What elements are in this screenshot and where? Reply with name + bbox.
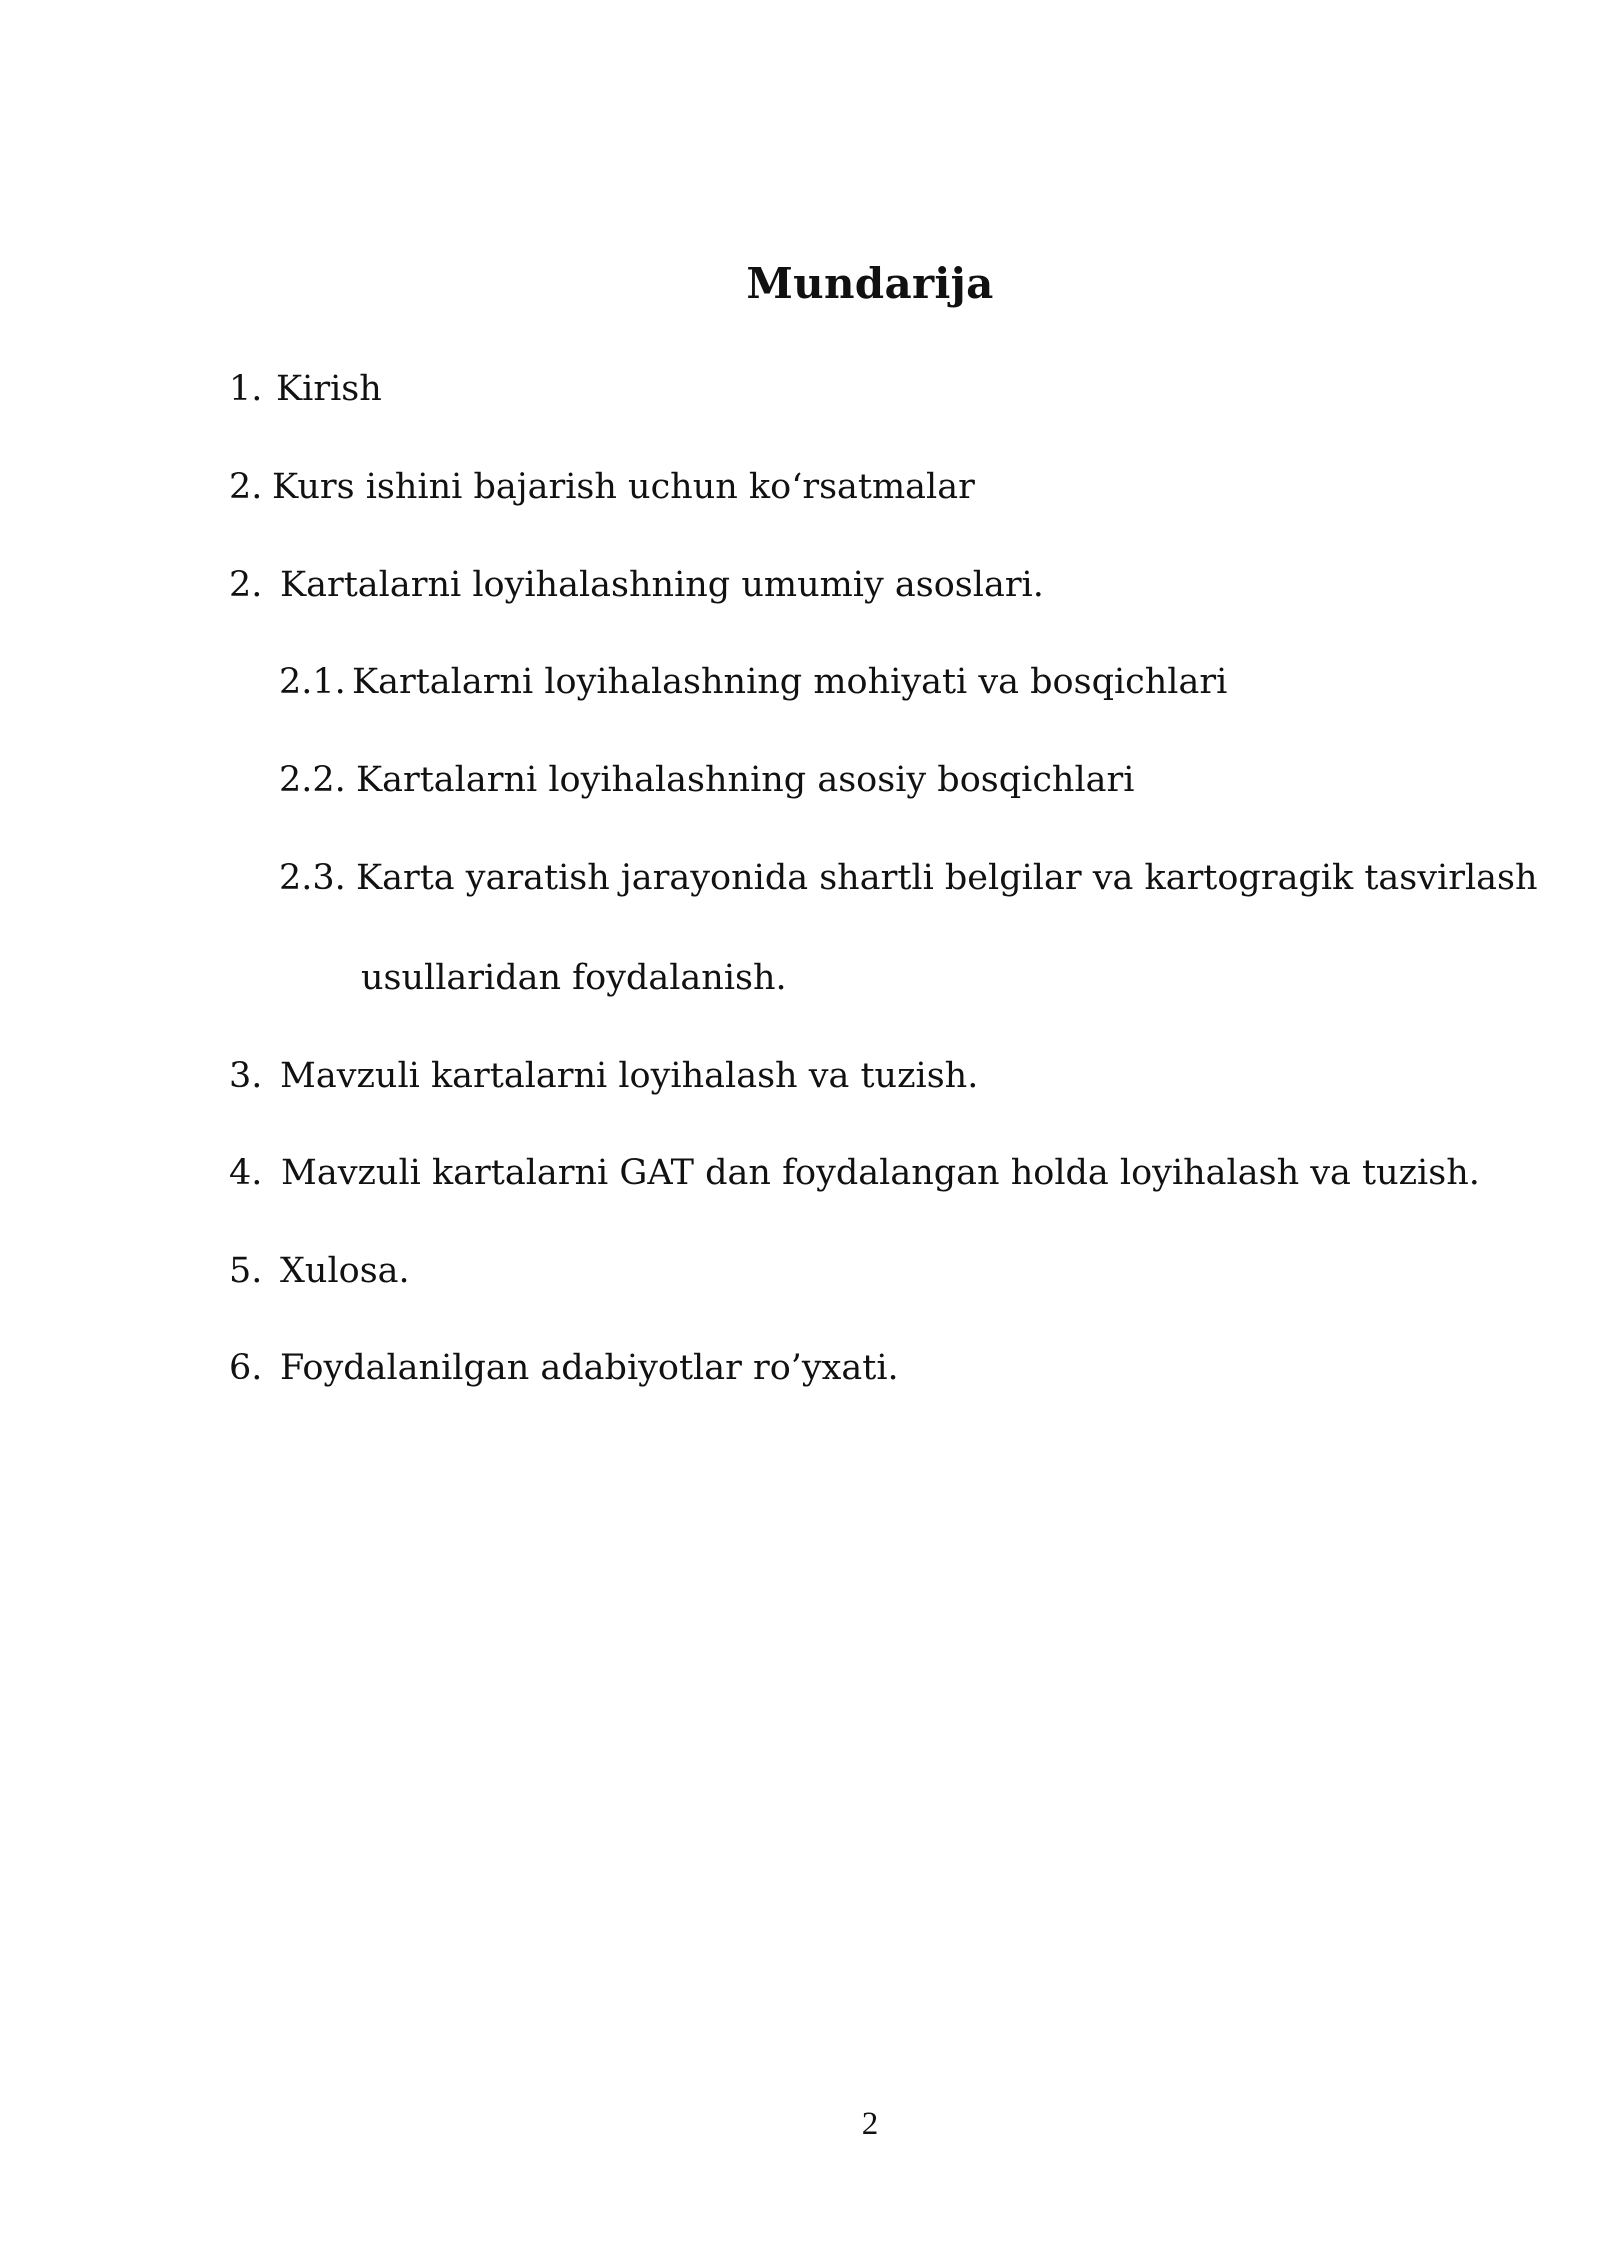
toc-entry-3	[229, 560, 1044, 610]
toc-entry-number: 5.	[229, 1251, 263, 1291]
toc-entry-number: 6.	[229, 1348, 263, 1388]
toc-entry-number: 1.	[229, 369, 263, 409]
toc-entry-2-3-continuation	[361, 953, 787, 1003]
toc-entry-text: Xulosa.	[280, 1251, 410, 1291]
toc-entry-text: Foydalanilgan adabiyotlar ro’yxati.	[280, 1348, 899, 1388]
toc-entry-2-2	[279, 755, 1134, 805]
toc-entry-text: Mavzuli kartalarni loyihalash va tuzish.	[280, 1056, 979, 1096]
toc-entry-number: 2.1.	[279, 662, 346, 702]
toc-entry-7	[229, 1343, 899, 1393]
toc-entry-text: Kartalarni loyihalashning umumiy asoslari.	[280, 565, 1044, 605]
toc-entry-number: 4.	[229, 1153, 263, 1193]
toc-entry-2	[229, 462, 975, 512]
toc-entry-number: 2.	[229, 467, 263, 507]
toc-entry-text: Mavzuli kartalarni GAT dan foydalangan holda loyihalash va tuzish.	[281, 1153, 1480, 1193]
toc-entry-number: 3.	[229, 1056, 263, 1096]
page-number: 2	[861, 2106, 879, 2142]
toc-entry-text: Karta yaratish jarayonida shartli belgilar va kartogragik tasvirlash	[356, 858, 1538, 898]
toc-entry-2-3	[279, 853, 1538, 903]
toc-entry-text: Kartalarni loyihalashning mohiyati va bosqichlari	[352, 662, 1228, 702]
toc-entry-text: Kurs ishini bajarish uchun koʻrsatmalar	[272, 467, 975, 507]
page-title: Mundarija	[746, 259, 994, 308]
toc-entry-text: Kirish	[276, 369, 382, 409]
toc-entry-number: 2.3.	[279, 858, 346, 898]
toc-entry-5	[229, 1148, 1480, 1198]
toc-entry-text: usullaridan foydalanish.	[361, 958, 787, 998]
toc-entry-6	[229, 1246, 410, 1296]
toc-entry-4	[229, 1051, 978, 1101]
toc-entry-number: 2.2.	[279, 760, 346, 800]
toc-entry-number: 2.	[229, 565, 263, 605]
toc-entry-text: Kartalarni loyihalashning asosiy bosqichlari	[356, 760, 1135, 800]
toc-entry-1	[229, 364, 382, 414]
toc-entry-2-1	[279, 657, 1227, 707]
